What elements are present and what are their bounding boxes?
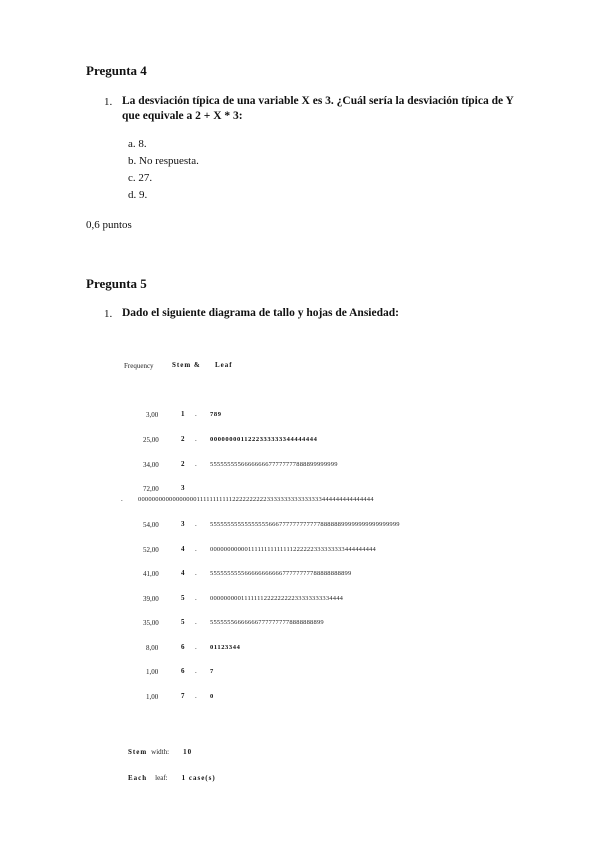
row-stem: 5: [181, 594, 186, 602]
row-frequency: 25,00: [143, 436, 159, 444]
row-dot: .: [195, 460, 197, 468]
row-stem: 2: [181, 435, 186, 443]
option-letter: a.: [128, 138, 136, 150]
row-frequency: 34,00: [143, 461, 159, 469]
row-frequency: 52,00: [143, 546, 159, 554]
q4-number: 1.: [104, 96, 113, 108]
row-frequency: 54,00: [143, 521, 159, 529]
q4-heading: Pregunta 4: [86, 63, 147, 78]
q5-number: 1.: [104, 308, 113, 320]
q4-option-b[interactable]: [128, 155, 199, 167]
row-frequency: 3,00: [146, 411, 159, 419]
row-leaf: 55555555556666666666677777777788888888899: [210, 570, 352, 577]
each-leaf-line: [128, 767, 216, 785]
row-leaf: 01123344: [210, 644, 241, 651]
stem-width-line: [128, 741, 192, 759]
row-leaf: 5555555555555555566677777777777788888899999999999999999: [210, 521, 400, 528]
header-leaf: Leaf: [215, 361, 233, 369]
row-frequency: 1,00: [146, 668, 159, 676]
row-frequency: 8,00: [146, 644, 159, 652]
row-dot: .: [195, 667, 197, 675]
option-letter: b.: [128, 155, 137, 167]
row-frequency: 39,00: [143, 595, 159, 603]
q4-points: 0,6 puntos: [86, 219, 132, 231]
row-dot: .: [195, 692, 197, 700]
row-stem: 3: [181, 484, 186, 492]
row-leaf: 0000000011222333333344444444: [210, 436, 318, 443]
row-dot: .: [195, 594, 197, 602]
header-frequency: Frequency: [124, 362, 154, 370]
option-letter: d.: [128, 189, 137, 201]
row-frequency: 35,00: [143, 619, 159, 627]
q4-option-c[interactable]: [128, 172, 152, 184]
row-dot: .: [195, 520, 197, 528]
row-leaf: 0: [210, 693, 214, 700]
row-stem: 6: [181, 643, 186, 651]
q4-question-text: La desviación típica de una variable X es 3. ¿Cuál sería la desviación típica de Y que equivale a 2 + X * 3:: [122, 95, 514, 122]
option-text: 9.: [139, 189, 148, 201]
each-leaf-label-bold: Each: [128, 774, 148, 782]
row-leaf: 555555566666667777777778888888899: [210, 619, 324, 626]
row-leaf: 7: [210, 668, 214, 675]
row-frequency: 41,00: [143, 570, 159, 578]
option-letter: c.: [128, 172, 136, 184]
row-dot: .: [195, 435, 197, 443]
row-stem: 4: [181, 569, 186, 577]
stem-width-label-bold: Stem: [128, 748, 148, 756]
row-leaf: 5555555556666666677777777888899999999: [210, 461, 338, 468]
row-dot: .: [195, 643, 197, 651]
row-frequency: 72,00: [143, 485, 159, 493]
each-leaf-value: 1 case(s): [181, 774, 216, 782]
row-dot: .: [195, 410, 197, 418]
row-stem: 1: [181, 410, 186, 418]
row-stem: 6: [181, 667, 186, 675]
q4-option-d[interactable]: [128, 189, 147, 201]
row-stem: 2: [181, 460, 186, 468]
row-dot: .: [195, 618, 197, 626]
q5-heading: Pregunta 5: [86, 276, 147, 291]
option-text: No respuesta.: [139, 155, 199, 167]
row-stem: 3: [181, 520, 186, 528]
row-dot: .: [195, 569, 197, 577]
row-leaf: 789: [210, 411, 222, 418]
stem-width-label: width:: [151, 748, 170, 756]
row-stem: 7: [181, 692, 186, 700]
header-stem: Stem &: [172, 361, 201, 369]
row-dot: .: [195, 545, 197, 553]
row-leaf: 000000000111111122222222233333333334444: [210, 595, 344, 602]
row-frequency: 1,00: [146, 693, 159, 701]
row-stem: 5: [181, 618, 186, 626]
row-leaf: 000000000000000001111111111122222222223333333333333333444444444444444: [138, 496, 374, 503]
each-leaf-label: leaf:: [155, 774, 168, 782]
stem-width-value: 10: [183, 748, 193, 756]
option-text: 8.: [138, 138, 147, 150]
row-dot: .: [121, 495, 123, 503]
row-leaf: 0000000000011111111111111222222333333333444444444: [210, 546, 376, 553]
q5-question-text: Dado el siguiente diagrama de tallo y hojas de Ansiedad:: [122, 307, 399, 319]
q4-option-a[interactable]: [128, 138, 147, 150]
option-text: 27.: [138, 172, 153, 184]
row-stem: 4: [181, 545, 186, 553]
